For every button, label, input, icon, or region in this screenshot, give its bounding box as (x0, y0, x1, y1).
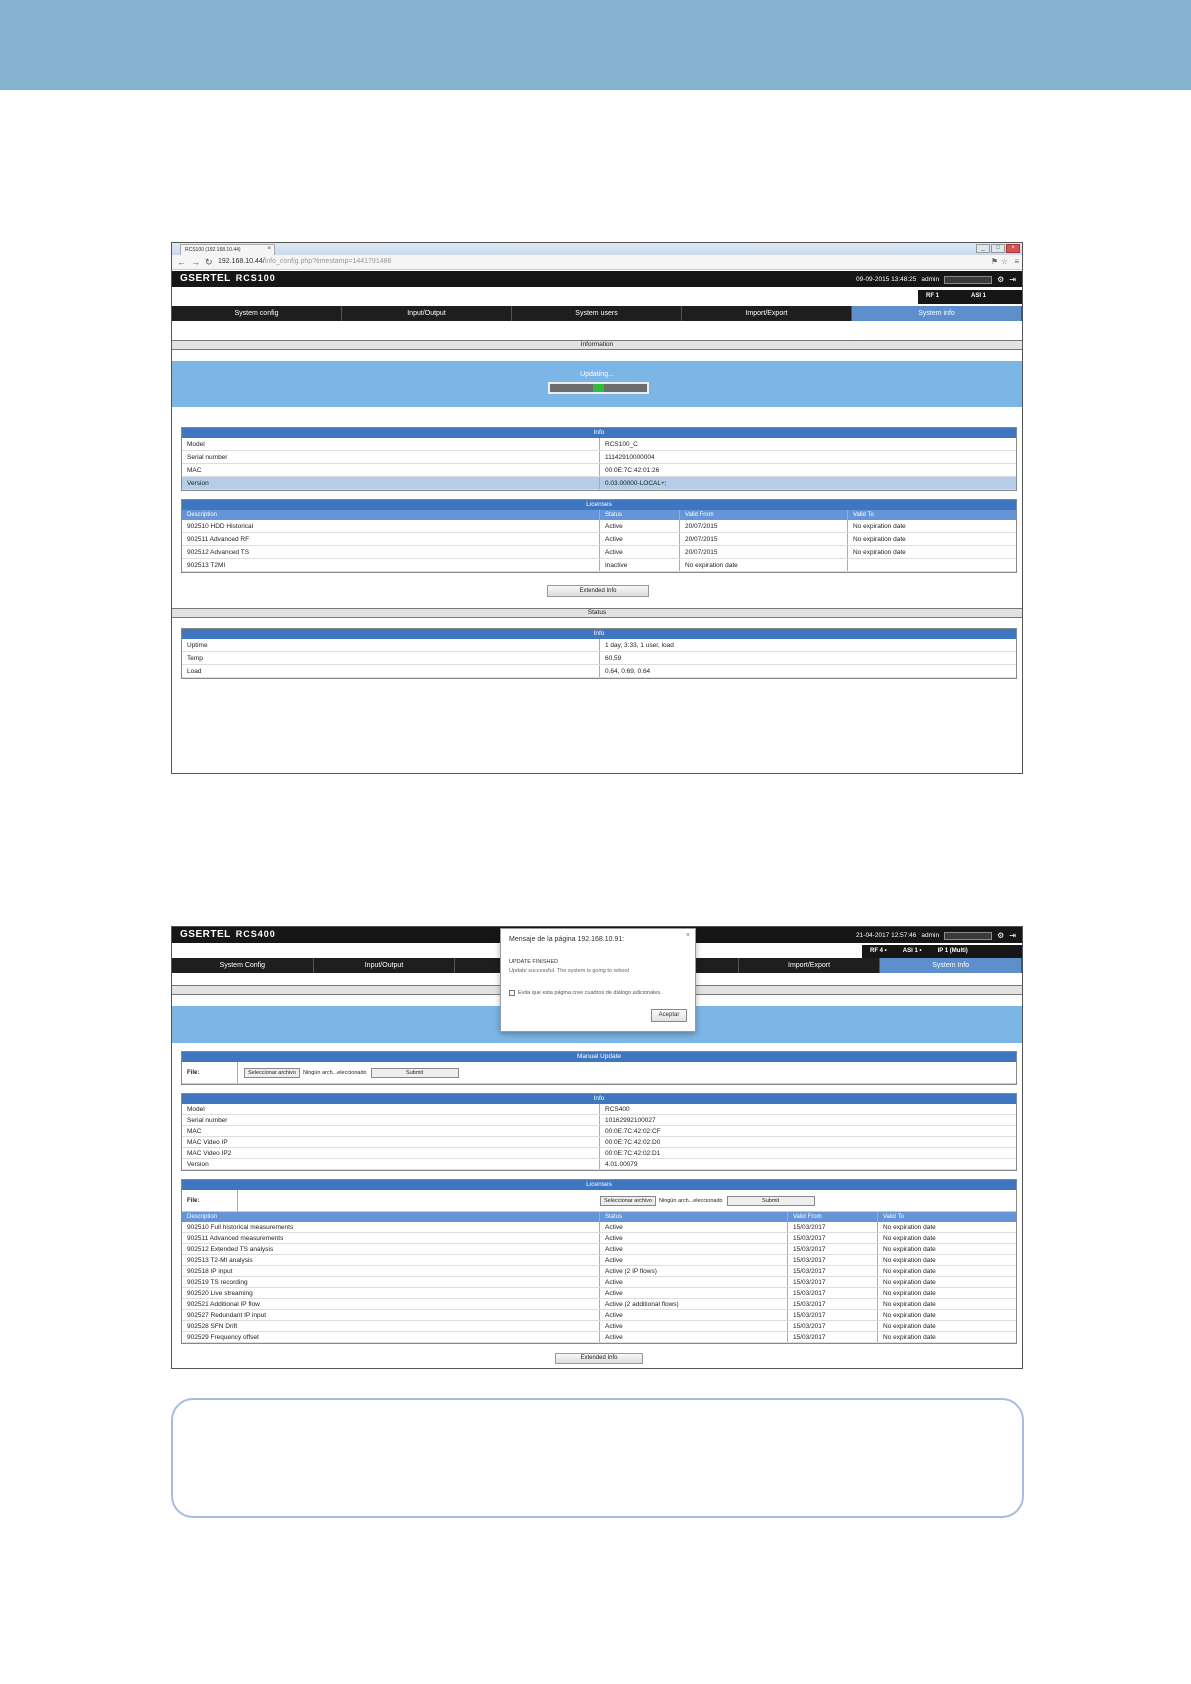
reload-icon[interactable]: ↻ (205, 257, 213, 267)
row-value: 4.01.00079 (605, 1161, 638, 1168)
row-key: Version (182, 1159, 600, 1169)
license-status: Active (600, 546, 680, 558)
license-valid-to: No expiration date (883, 1312, 936, 1319)
extended-info-button[interactable]: Extended Info (555, 1353, 643, 1364)
licenses-rows (182, 1222, 1016, 1343)
minimize-icon[interactable]: _ (976, 244, 990, 253)
license-status: Active (2 IP flows) (600, 1266, 788, 1276)
bookmark-star-icon[interactable]: ☆ (1000, 257, 1008, 266)
tab-system-info[interactable]: System Info (880, 958, 1022, 973)
license-description: 902519 TS recording (182, 1277, 600, 1287)
table-row (182, 477, 1016, 490)
license-description: 902510 HDD Historical (182, 520, 600, 532)
license-status: Active (600, 1233, 788, 1243)
license-status: Active (600, 1310, 788, 1320)
row-value: 0.03.00000-LOCAL+; (605, 480, 667, 487)
table-row (182, 652, 1016, 665)
license-valid-to: No expiration date (883, 1279, 936, 1286)
license-description: 902513 T2MI (182, 559, 600, 571)
tab-system-users[interactable]: System users (512, 306, 682, 321)
licenses-table (181, 1179, 1017, 1344)
input-rf[interactable]: RF 4 • (870, 948, 887, 954)
license-valid-from: 15/03/2017 (788, 1299, 878, 1309)
tab-input-output[interactable]: Input/Output (342, 306, 512, 321)
row-value: 00:0E:7C:42:02:CF (605, 1128, 661, 1135)
license-status: Active (2 additional flows) (600, 1299, 788, 1309)
close-icon[interactable]: × (685, 932, 690, 939)
license-valid-to: No expiration date (883, 1290, 936, 1297)
forward-icon[interactable]: → (191, 257, 200, 267)
table-row (182, 1233, 1016, 1244)
input-selector-bar (862, 945, 1022, 959)
extended-info-button[interactable]: Extended Info (547, 585, 649, 597)
license-valid-from: 15/03/2017 (788, 1332, 878, 1342)
license-valid-to: No expiration date (883, 1334, 936, 1341)
header-status (856, 275, 1016, 284)
license-status: Active (600, 1222, 788, 1232)
table-row (182, 1332, 1016, 1343)
row-key: Version (182, 477, 600, 489)
license-valid-from: 15/03/2017 (788, 1310, 878, 1320)
header-datetime: 21-04-2017 12:57:46 (856, 932, 917, 939)
close-window-icon[interactable]: × (1006, 244, 1020, 253)
input-asi[interactable]: ASI 1 (971, 293, 987, 299)
license-status: Active (600, 1244, 788, 1254)
no-file-text: Ningún arch...eleccionado (303, 1069, 367, 1076)
dialog-title: Mensaje de la página 192.168.10.91: (509, 936, 625, 943)
license-status: Active (600, 533, 680, 545)
choose-file-button[interactable]: Seleccionar archivo (600, 1196, 656, 1206)
row-key: Load (182, 665, 600, 677)
tab-system-info[interactable]: System info (852, 306, 1022, 321)
license-status: Active (600, 1332, 788, 1342)
tab-close-icon[interactable]: × (267, 246, 271, 252)
info-table (181, 427, 1017, 491)
license-description: 902527 Redundant IP input (182, 1310, 600, 1320)
logo (180, 929, 276, 940)
row-key: Temp (182, 652, 600, 664)
gear-icon[interactable]: ⚙ (997, 275, 1005, 284)
row-value: RCS100_C (605, 441, 638, 448)
browser-tab-strip (172, 243, 1022, 255)
table-row (182, 1222, 1016, 1233)
license-status: Active (600, 1255, 788, 1265)
table-row (182, 665, 1016, 678)
logout-icon[interactable]: ⇥ (1009, 275, 1016, 284)
license-valid-to: No expiration date (853, 536, 906, 543)
table-row (182, 1288, 1016, 1299)
row-value: 00:0E:7C:42:02:D1 (605, 1150, 661, 1157)
col-valid-to: Valid To (853, 512, 874, 518)
updating-label: Updating... (580, 371, 614, 378)
license-description: 902529 Frequency offset (182, 1332, 600, 1342)
license-valid-from: 20/07/2015 (680, 533, 848, 545)
licenses-header-row (182, 1212, 1016, 1222)
table-row (182, 533, 1016, 546)
license-valid-from: 15/03/2017 (788, 1266, 878, 1276)
device-model: RCS400 (235, 929, 276, 939)
license-description: 902510 Full historical measurements (182, 1222, 600, 1232)
table-row (182, 1299, 1016, 1310)
translate-icon[interactable]: ⚑ (990, 257, 998, 266)
license-valid-from: 15/03/2017 (788, 1244, 878, 1254)
browser-tab-title: RCS100 (192.168.10.44) (185, 247, 241, 253)
address-bar (172, 255, 1022, 270)
maximize-icon[interactable]: □ (991, 244, 1005, 253)
file-label: File: (182, 1062, 238, 1083)
info-table-title: Info (182, 1094, 1016, 1104)
window-controls (976, 244, 1020, 253)
app-header (172, 271, 1022, 287)
license-description: 902518 IP input (182, 1266, 600, 1276)
brand-name: GSERTEL (180, 273, 231, 284)
license-valid-to: No expiration date (883, 1224, 936, 1231)
note-box (171, 1398, 1024, 1518)
row-key: Serial number (182, 451, 600, 463)
tab-import-export[interactable]: Import/Export (739, 958, 881, 973)
row-value: 0.64, 0.69, 0.64 (605, 668, 651, 675)
table-row (182, 1244, 1016, 1255)
manual-update-table (181, 1051, 1017, 1085)
url-field[interactable] (218, 258, 391, 265)
row-key: Model (182, 1104, 600, 1114)
table-row (182, 1126, 1016, 1137)
licenses-table-title: Licenses (182, 500, 1016, 510)
row-value: 00:0E:7C:42:02:D0 (605, 1139, 661, 1146)
license-description: 902512 Extended TS analysis (182, 1244, 600, 1254)
update-finished-dialog (500, 928, 696, 1032)
screenshot-rcs400-update-finished (171, 926, 1023, 1369)
row-value: 00:0E:7C:42:01:26 (605, 467, 660, 474)
table-row (182, 1277, 1016, 1288)
license-description: 902520 Live streaming (182, 1288, 600, 1298)
col-status: Status (600, 510, 680, 520)
section-status: Status (172, 608, 1022, 618)
dialog-heading: UPDATE FINISHED (509, 959, 559, 965)
license-status: Active (600, 520, 680, 532)
license-valid-to: No expiration date (883, 1246, 936, 1253)
info-table (181, 1093, 1017, 1171)
input-ip[interactable]: IP 1 (Multi) (937, 948, 968, 954)
checkbox-label: Evita que esta página cree cuadros de diálogo adicionales. (518, 990, 662, 996)
checkbox-box[interactable] (509, 990, 515, 996)
file-upload-row (182, 1062, 1016, 1084)
manual-update-title: Manual Update (182, 1052, 1016, 1062)
back-icon[interactable]: ← (177, 257, 186, 267)
browser-tab[interactable] (180, 244, 275, 255)
status-table (181, 628, 1017, 679)
row-key: Model (182, 438, 600, 450)
table-row (182, 1137, 1016, 1148)
license-valid-from: 15/03/2017 (788, 1222, 878, 1232)
header-datetime: 09-09-2015 13:48:25 (856, 276, 917, 283)
license-valid-to: No expiration date (883, 1257, 936, 1264)
license-valid-to: No expiration date (853, 549, 906, 556)
table-row (182, 1115, 1016, 1126)
section-information: Information (172, 340, 1022, 350)
table-row (182, 1310, 1016, 1321)
table-row (182, 1159, 1016, 1170)
dialog-message: Update successful. The system is going to reboot (509, 968, 630, 974)
license-description: 902511 Advanced RF (182, 533, 600, 545)
col-valid-to: Valid To (883, 1214, 904, 1220)
license-status: Active (600, 1288, 788, 1298)
input-selector-bar (918, 290, 1022, 304)
license-valid-from: 15/03/2017 (788, 1277, 878, 1287)
brand-name: GSERTEL (180, 929, 231, 940)
license-valid-to: No expiration date (883, 1235, 936, 1242)
choose-file-button[interactable]: Seleccionar archivo (244, 1068, 300, 1078)
info-table-title: Info (182, 428, 1016, 438)
col-valid-from: Valid From (680, 510, 848, 520)
table-row (182, 559, 1016, 572)
status-table-title: Info (182, 629, 1016, 639)
license-valid-to: No expiration date (883, 1301, 936, 1308)
table-row (182, 464, 1016, 477)
row-key: MAC Video IP (182, 1137, 600, 1147)
license-valid-from: 15/03/2017 (788, 1321, 878, 1331)
submit-button[interactable]: Submit (371, 1068, 459, 1078)
update-progress-bar (548, 382, 649, 394)
no-file-text: Ningún arch...eleccionado (659, 1197, 723, 1204)
progress-fill (593, 384, 605, 392)
header-user: admin (921, 932, 940, 939)
main-menu (172, 306, 1022, 321)
logout-icon[interactable]: ⇥ (1009, 931, 1016, 940)
accept-button[interactable]: Aceptar (651, 1009, 687, 1022)
input-asi[interactable]: ASI 1 • (902, 948, 922, 954)
licenses-table (181, 499, 1017, 573)
license-valid-from: 15/03/2017 (788, 1288, 878, 1298)
tab-input-output[interactable]: Input/Output (314, 958, 456, 973)
table-row (182, 520, 1016, 533)
table-row (182, 438, 1016, 451)
browser-menu-icon[interactable]: ≡ (1014, 257, 1019, 266)
row-key: Uptime (182, 639, 600, 651)
screenshot-rcs100-updating (171, 242, 1023, 774)
row-key: MAC (182, 1126, 600, 1136)
license-valid-from: 15/03/2017 (788, 1255, 878, 1265)
gear-icon[interactable]: ⚙ (997, 931, 1005, 940)
license-valid-to: No expiration date (883, 1268, 936, 1275)
row-value: 60,59 (605, 655, 622, 662)
license-valid-to (848, 559, 1016, 571)
licenses-table-title: Licenses (182, 1180, 1016, 1190)
logo (180, 273, 276, 284)
license-status: Active (600, 1277, 788, 1287)
updating-panel (172, 361, 1022, 407)
input-rf[interactable]: RF 1 (926, 293, 940, 299)
keyboard-widget[interactable] (944, 932, 992, 940)
tab-system-config[interactable]: System config (172, 306, 342, 321)
license-description: 902513 T2-MI analysis (182, 1255, 600, 1265)
header-user: admin (921, 276, 940, 283)
license-description: 902511 Advanced measurements (182, 1233, 600, 1243)
col-status: Status (600, 1212, 788, 1222)
license-valid-from: 15/03/2017 (788, 1233, 878, 1243)
tab-import-export[interactable]: Import/Export (682, 306, 852, 321)
table-row (182, 451, 1016, 464)
license-description: 902528 SFN Drift (182, 1321, 600, 1331)
license-valid-to: No expiration date (853, 523, 906, 530)
keyboard-widget[interactable] (944, 276, 992, 284)
license-valid-from: 20/07/2015 (680, 520, 848, 532)
page-banner (0, 0, 1191, 90)
tab-system-config[interactable]: System Config (172, 958, 314, 973)
table-row (182, 1266, 1016, 1277)
license-valid-from: No expiration date (680, 559, 848, 571)
url-path: info_config.php?timestamp=1441791486 (264, 258, 392, 265)
table-row (182, 1104, 1016, 1115)
row-value: 1 day, 3:33, 1 user, load (605, 642, 674, 649)
row-key: MAC Video IP2 (182, 1148, 600, 1158)
row-value: 10162992100027 (605, 1117, 656, 1124)
license-upload-row (182, 1190, 1016, 1212)
table-row (182, 1321, 1016, 1332)
header-status (856, 931, 1016, 940)
url-host: 192.168.10.44/ (218, 258, 265, 265)
row-key: MAC (182, 464, 600, 476)
license-status: Active (600, 1321, 788, 1331)
suppress-dialogs-checkbox[interactable] (509, 990, 662, 996)
row-key: Serial number (182, 1115, 600, 1125)
table-row (182, 639, 1016, 652)
license-status: Inactive (600, 559, 680, 571)
table-row (182, 546, 1016, 559)
license-description: 902512 Advanced TS (182, 546, 600, 558)
col-valid-from: Valid From (788, 1212, 878, 1222)
license-valid-to: No expiration date (883, 1323, 936, 1330)
license-valid-from: 20/07/2015 (680, 546, 848, 558)
table-row (182, 1255, 1016, 1266)
col-description: Description (182, 1212, 600, 1222)
licenses-header-row (182, 510, 1016, 520)
col-description: Description (182, 510, 600, 520)
table-row (182, 1148, 1016, 1159)
row-value: 11142910000004 (605, 454, 655, 461)
license-description: 902521 Additional IP flow (182, 1299, 600, 1309)
row-value: RCS400 (605, 1106, 630, 1113)
submit-button[interactable]: Submit (727, 1196, 815, 1206)
file-label: File: (182, 1190, 238, 1211)
device-model: RCS100 (235, 273, 276, 283)
